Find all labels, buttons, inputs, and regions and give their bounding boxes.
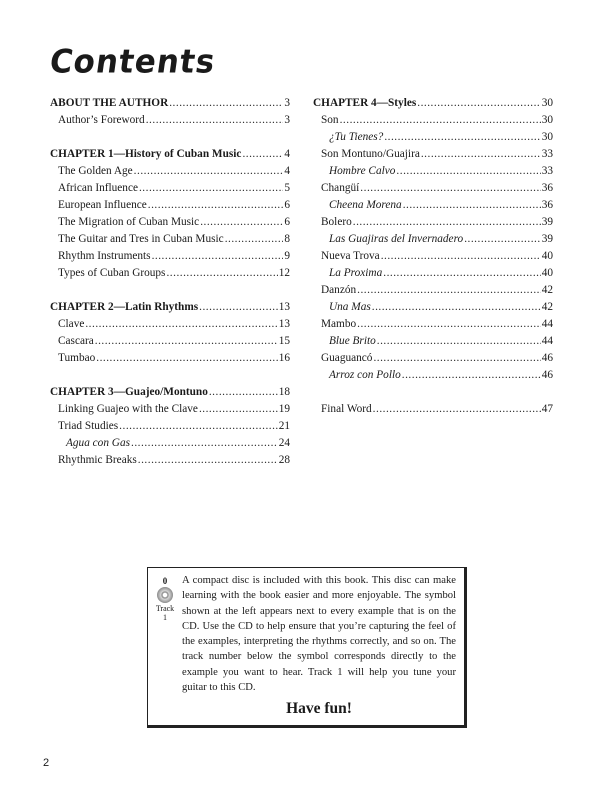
dot-leader: [131, 435, 278, 452]
toc-entry-chapter: [50, 384, 290, 401]
toc-entry-label: Linking Guajeo with the Clave: [58, 403, 198, 415]
toc-entry-page: 39: [541, 216, 553, 228]
dot-leader: [381, 248, 541, 265]
toc-entry-label: The Migration of Cuban Music: [58, 216, 200, 228]
toc-group: [313, 95, 553, 384]
toc-group: [50, 95, 290, 129]
toc-entry-page: 28: [278, 454, 290, 466]
dot-leader: [225, 231, 284, 248]
toc-entry-section: [50, 197, 290, 214]
toc-entry-label: La Proxima: [329, 267, 383, 279]
toc-entry-page: 40: [541, 250, 553, 262]
toc-entry-page: 3: [284, 97, 290, 109]
toc-entry-page: 18: [278, 386, 290, 398]
dot-leader: [357, 316, 541, 333]
toc-entry-page: 30: [541, 114, 553, 126]
toc-entry-chapter: [50, 146, 290, 163]
toc-entry-song: [313, 129, 553, 146]
dot-leader: [139, 180, 283, 197]
page-number: 2: [43, 757, 50, 769]
toc-entry-page: 46: [541, 352, 553, 364]
toc-entry-page: 36: [541, 182, 553, 194]
dot-leader: [169, 95, 283, 112]
toc-entry-label: Una Mas: [329, 301, 371, 313]
toc-entry-page: 21: [278, 420, 290, 432]
toc-entry-page: 8: [284, 233, 290, 245]
toc-entry-page: 30: [541, 131, 553, 143]
toc-entry-page: 4: [284, 165, 290, 177]
toc-entry-section: [313, 282, 553, 299]
toc-column-right: [313, 95, 553, 435]
dot-leader: [95, 333, 278, 350]
toc-entry-page: 19: [278, 403, 290, 415]
toc-entry-label: ABOUT THE AUTHOR: [50, 97, 169, 109]
toc-entry-label: Changüí: [321, 182, 360, 194]
dot-leader: [357, 282, 541, 299]
toc-entry-section: [313, 180, 553, 197]
cd-icon: [157, 587, 173, 603]
dot-leader: [360, 180, 540, 197]
dot-leader: [96, 350, 277, 367]
toc-entry-page: 42: [541, 284, 553, 296]
track-number: 0: [162, 576, 168, 586]
dot-leader: [403, 197, 541, 214]
toc-entry-label: Nueva Trova: [321, 250, 380, 262]
toc-entry-label: CHAPTER 1—History of Cuban Music: [50, 148, 242, 160]
toc-entry-page: 9: [284, 250, 290, 262]
toc-entry-label: European Influence: [58, 199, 147, 211]
track-sub: 1: [163, 613, 167, 622]
toc-entry-label: Cascara: [58, 335, 94, 347]
dot-leader: [421, 146, 541, 163]
toc-entry-section: [313, 401, 553, 418]
toc-entry-label: The Guitar and Tres in Cuban Music: [58, 233, 224, 245]
toc-entry-section: [50, 316, 290, 333]
cd-info-text: A compact disc is included with this book. This disc can make learning with the book easier and more enjoyable. The symbol shown at the left appears next to every example that is on the CD. Use the CD to help ensure that you’re capturing the feel of the examples, interpreting the rhythms correctly, and so on. The track number below the symbol corresponds directly to the example you want to hear. Track 1 will help you tune your guitar to this CD.: [182, 575, 456, 694]
toc-entry-song: [313, 197, 553, 214]
toc-entry-section: [50, 333, 290, 350]
cd-track-symbol: [152, 573, 178, 622]
toc-entry-song: [313, 299, 553, 316]
toc-entry-page: 33: [541, 165, 553, 177]
toc-entry-page: 13: [278, 301, 290, 313]
toc-entry-chapter: [50, 299, 290, 316]
cd-info-box: [147, 567, 467, 728]
toc-entry-label: Rhythmic Breaks: [58, 454, 137, 466]
toc-entry-label: CHAPTER 4—Styles: [313, 97, 417, 109]
dot-leader: [119, 418, 278, 435]
dot-leader: [384, 129, 540, 146]
toc-entry-page: 39: [541, 233, 553, 245]
toc-entry-song: [313, 231, 553, 248]
dot-leader: [146, 112, 284, 129]
toc-entry-label: Final Word: [321, 403, 372, 415]
toc-entry-label: Mambo: [321, 318, 357, 330]
toc-entry-section: [50, 401, 290, 418]
toc-entry-page: 30: [541, 97, 553, 109]
toc-entry-label: Clave: [58, 318, 85, 330]
dot-leader: [464, 231, 541, 248]
closing-text: Have fun!: [286, 700, 352, 718]
toc-entry-label: Agua con Gas: [66, 437, 131, 449]
toc-entry-song: [313, 333, 553, 350]
toc-entry-label: Las Guajiras del Invernadero: [329, 233, 464, 245]
toc-entry-song: [313, 163, 553, 180]
toc-entry-page: 47: [541, 403, 553, 415]
toc-entry-page: 16: [278, 352, 290, 364]
dot-leader: [377, 333, 541, 350]
toc-entry-section: [313, 350, 553, 367]
toc-entry-label: Author’s Foreword: [58, 114, 145, 126]
toc-entry-section: [50, 248, 290, 265]
toc-entry-label: Rhythm Instruments: [58, 250, 151, 262]
track-label: Track: [155, 604, 175, 613]
dot-leader: [138, 452, 278, 469]
toc-group: [50, 146, 290, 282]
toc-entry-section: [50, 214, 290, 231]
toc-entry-section: [50, 163, 290, 180]
dot-leader: [373, 401, 541, 418]
cd-info-body: [182, 573, 456, 719]
dot-leader: [85, 316, 277, 333]
toc-entry-label: CHAPTER 2—Latin Rhythms: [50, 301, 199, 313]
toc-group: [50, 299, 290, 367]
toc-entry-page: 40: [541, 267, 553, 279]
toc-entry-section: [313, 316, 553, 333]
toc-entry-section: [50, 112, 290, 129]
toc-entry-song: [50, 435, 290, 452]
toc-entry-page: 6: [284, 216, 290, 228]
toc-entry-label: Son: [321, 114, 339, 126]
toc-entry-section: [313, 214, 553, 231]
dot-leader: [353, 214, 541, 231]
toc-entry-label: Triad Studies: [58, 420, 119, 432]
dot-leader: [402, 367, 541, 384]
dot-leader: [396, 163, 540, 180]
dot-leader: [209, 384, 278, 401]
toc-entry-page: 12: [278, 267, 290, 279]
toc-entry-page: 15: [278, 335, 290, 347]
toc-entry-label: Types of Cuban Groups: [58, 267, 166, 279]
toc-entry-label: African Influence: [58, 182, 138, 194]
toc-entry-song: [313, 265, 553, 282]
toc-entry-label: Arroz con Pollo: [329, 369, 401, 381]
dot-leader: [417, 95, 540, 112]
dot-leader: [148, 197, 284, 214]
toc-entry-page: 13: [278, 318, 290, 330]
toc-entry-section: [50, 418, 290, 435]
toc-entry-label: CHAPTER 3—Guajeo/Montuno: [50, 386, 208, 398]
toc-entry-label: Tumbao: [58, 352, 96, 364]
toc-group: [50, 384, 290, 469]
toc-entry-page: 4: [284, 148, 290, 160]
toc-entry-label: Danzón: [321, 284, 357, 296]
dot-leader: [372, 299, 541, 316]
dot-leader: [199, 401, 278, 418]
toc-entry-page: 44: [541, 335, 553, 347]
toc-entry-label: ¿Tu Tienes?: [329, 131, 384, 143]
toc-entry-section: [50, 350, 290, 367]
dot-leader: [200, 214, 283, 231]
dot-leader: [242, 146, 283, 163]
toc-entry-section: [50, 231, 290, 248]
toc-entry-section: [50, 180, 290, 197]
toc-entry-label: The Golden Age: [58, 165, 133, 177]
toc-entry-chapter: [50, 95, 290, 112]
toc-entry-section: [313, 112, 553, 129]
dot-leader: [134, 163, 284, 180]
toc-entry-page: 5: [284, 182, 290, 194]
toc-entry-chapter: [313, 95, 553, 112]
toc-entry-section: [313, 146, 553, 163]
dot-leader: [152, 248, 284, 265]
toc-entry-section: [313, 248, 553, 265]
toc-entry-page: 44: [541, 318, 553, 330]
toc-entry-page: 42: [541, 301, 553, 313]
page-title: Contents: [47, 43, 218, 81]
toc-entry-label: Cheena Morena: [329, 199, 402, 211]
toc-entry-page: 6: [284, 199, 290, 211]
toc-entry-song: [313, 367, 553, 384]
toc-entry-label: Guaguancó: [321, 352, 373, 364]
toc-entry-label: Bolero: [321, 216, 352, 228]
toc-entry-section: [50, 452, 290, 469]
toc-entry-label: Hombre Calvo: [329, 165, 396, 177]
dot-leader: [383, 265, 540, 282]
toc-entry-page: 3: [284, 114, 290, 126]
toc-entry-section: [50, 265, 290, 282]
toc-entry-page: 36: [541, 199, 553, 211]
toc-entry-label: Son Montuno/Guajira: [321, 148, 420, 160]
toc-entry-label: Blue Brito: [329, 335, 376, 347]
toc-entry-page: 46: [541, 369, 553, 381]
dot-leader: [166, 265, 277, 282]
dot-leader: [340, 112, 541, 129]
toc-entry-page: 33: [541, 148, 553, 160]
toc-column-left: [50, 95, 290, 486]
toc-group: [313, 401, 553, 418]
dot-leader: [373, 350, 540, 367]
toc-entry-page: 24: [278, 437, 290, 449]
dot-leader: [199, 299, 278, 316]
